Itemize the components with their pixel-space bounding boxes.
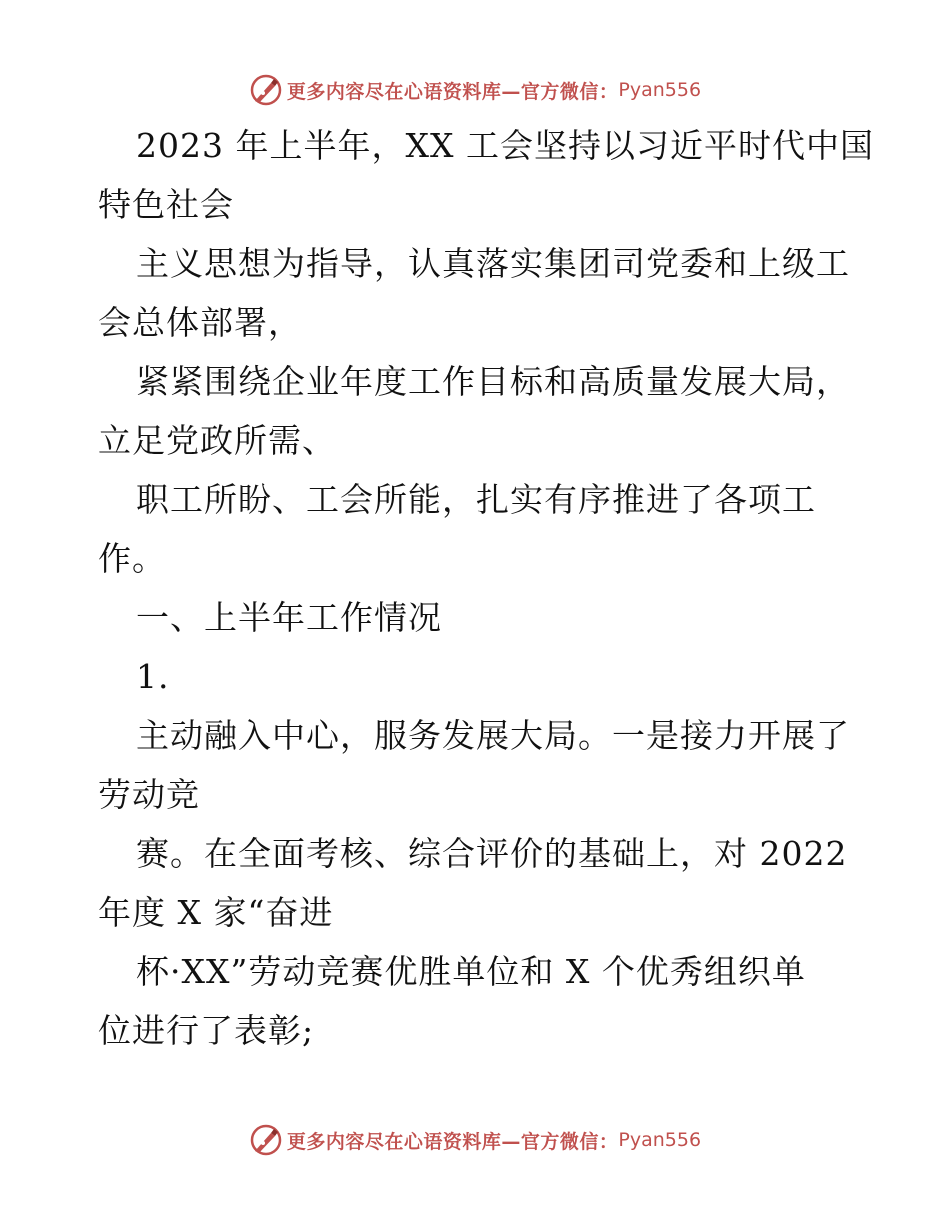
text-line: 劳动竞	[98, 775, 200, 814]
text-line: 作。	[98, 539, 166, 578]
text-line: 主动融入中心，服务发展大局。一是接力开展了	[136, 716, 850, 755]
item-number: 1.	[136, 657, 170, 696]
text-line: 位进行了表彰;	[98, 1011, 315, 1050]
document-body	[98, 116, 874, 1060]
text-line: 杯·XX”劳动竞赛优胜单位和 X 个优秀组织单	[136, 952, 806, 991]
section-heading: 一、上半年工作情况	[136, 598, 442, 637]
footer-watermark-banner	[0, 1118, 950, 1162]
header-watermark-banner	[0, 68, 950, 112]
banner-text: 更多内容尽在心语资料库—官方微信：	[286, 80, 619, 103]
banner-text: 更多内容尽在心语资料库—官方微信：	[286, 1130, 619, 1153]
text-line: 立足党政所需、	[98, 421, 336, 460]
banner-contact: Pyan556	[618, 1129, 702, 1151]
text-line: 年度 X 家“奋进	[98, 893, 334, 932]
text-line: 会总体部署，	[98, 303, 302, 342]
text-line: 赛。在全面考核、综合评价的基础上，对 2022	[136, 834, 848, 873]
text-line: 2023 年上半年，XX 工会坚持以习近平时代中国	[136, 126, 874, 165]
pen-logo-icon	[249, 1123, 283, 1157]
banner-contact: Pyan556	[618, 79, 702, 101]
text-line: 特色社会	[98, 185, 234, 224]
text-line: 主义思想为指导，认真落实集团司党委和上级工	[136, 244, 850, 283]
text-line: 职工所盼、工会所能，扎实有序推进了各项工	[136, 480, 816, 519]
pen-logo-icon	[249, 73, 283, 107]
text-line: 紧紧围绕企业年度工作目标和高质量发展大局，	[136, 362, 850, 401]
